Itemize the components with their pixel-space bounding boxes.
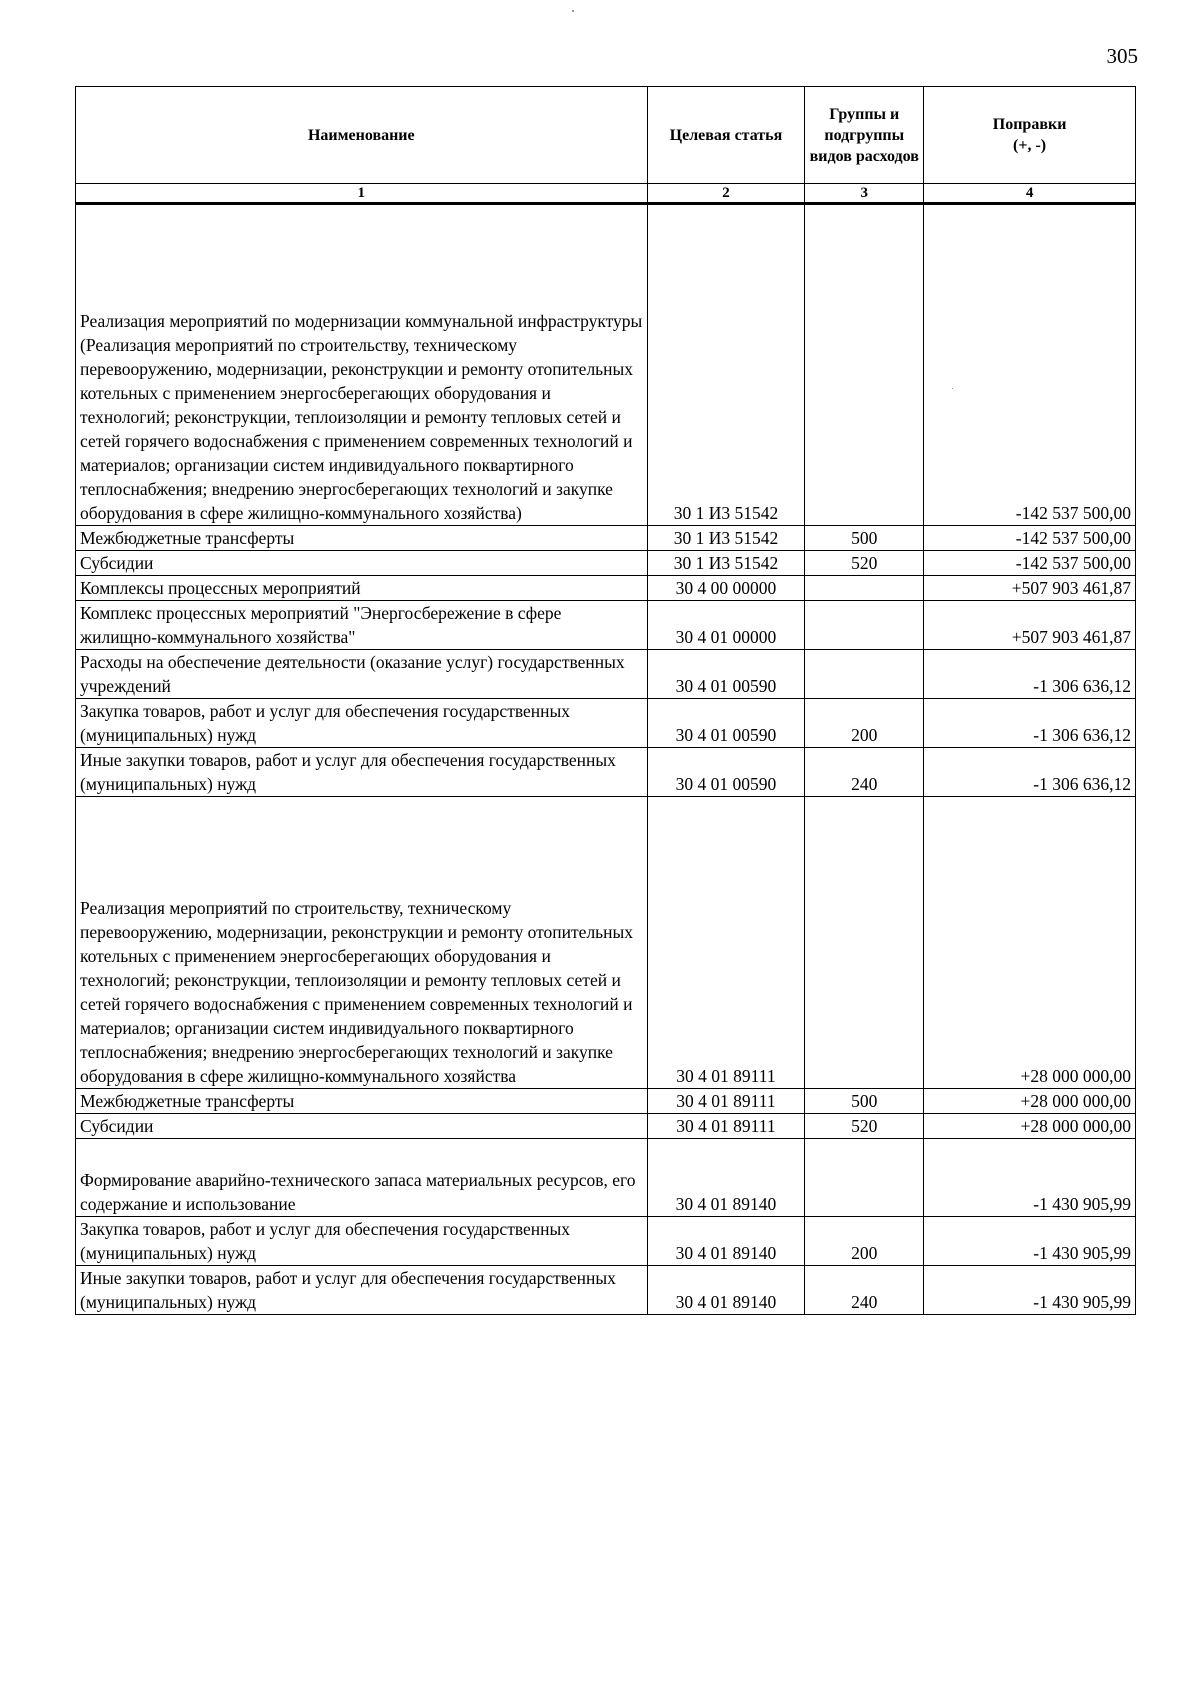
table-row [76, 1139, 1136, 1217]
scan-speck [572, 10, 574, 12]
table-row [76, 1217, 1136, 1266]
row-group: 520 [805, 551, 924, 576]
row-name: Расходы на обеспечение деятельности (оказание услуг) государственных учреждений [76, 650, 648, 699]
row-name: Межбюджетные трансферты [76, 526, 648, 551]
row-amount: +507 903 461,87 [924, 601, 1136, 650]
row-group: 520 [805, 1114, 924, 1139]
row-amount: +28 000 000,00 [924, 1089, 1136, 1114]
table-row [76, 601, 1136, 650]
row-amount: +507 903 461,87 [924, 576, 1136, 601]
row-target-code: 30 4 01 00590 [647, 650, 805, 699]
table-header-row [76, 87, 1136, 184]
row-amount: -1 430 905,99 [924, 1266, 1136, 1315]
header-target: Целевая статья [647, 87, 805, 184]
row-name: Субсидии [76, 551, 648, 576]
row-group: 240 [805, 748, 924, 797]
row-target-code: 30 4 01 00590 [647, 748, 805, 797]
row-target-code: 30 4 01 89111 [647, 1114, 805, 1139]
row-name: Формирование аварийно-технического запаса материальных ресурсов, его содержание и использование [76, 1139, 648, 1217]
page-number: 305 [1106, 44, 1138, 68]
row-amount: -1 306 636,12 [924, 650, 1136, 699]
column-number: 1 [76, 184, 648, 204]
row-group: 500 [805, 526, 924, 551]
table-row [76, 1089, 1136, 1114]
row-name: Реализация мероприятий по модернизации коммунальной инфраструктуры (Реализация мероприятий по строительству, техническому перевооружению, модернизации, реконструкции и ремонту отопительных котельных с применением энергосберегающих оборудования и технологий; реконструкции, теплоизоляции и ремонту тепловых сетей и сетей горячего водоснабжения с применением современных технологий и материалов; организации систем индивидуального поквартирного теплоснабжения; внедрению энергосберегающих технологий и закупке оборудования в сфере жилищно-коммунального хозяйства) [76, 204, 648, 526]
table-row [76, 650, 1136, 699]
table-row [76, 526, 1136, 551]
row-amount: +28 000 000,00 [924, 1114, 1136, 1139]
row-group [805, 576, 924, 601]
table-row [76, 699, 1136, 748]
row-name: Иные закупки товаров, работ и услуг для обеспечения государственных (муниципальных) нужд [76, 1266, 648, 1315]
row-amount: -1 430 905,99 [924, 1217, 1136, 1266]
row-target-code: 30 4 00 00000 [647, 576, 805, 601]
row-target-code: 30 1 И3 51542 [647, 551, 805, 576]
budget-amendments-table [75, 86, 1136, 1315]
table-row [76, 748, 1136, 797]
row-amount: -142 537 500,00 [924, 551, 1136, 576]
table-row [76, 797, 1136, 1089]
column-number: 2 [647, 184, 805, 204]
row-group [805, 204, 924, 526]
row-name: Закупка товаров, работ и услуг для обеспечения государственных (муниципальных) нужд [76, 1217, 648, 1266]
table-row [76, 576, 1136, 601]
row-group [805, 601, 924, 650]
row-target-code: 30 4 01 89111 [647, 1089, 805, 1114]
row-name: Субсидии [76, 1114, 648, 1139]
row-group: 200 [805, 699, 924, 748]
header-groups: Группы и подгруппы видов расходов [805, 87, 924, 184]
column-number-row [76, 184, 1136, 204]
row-group: 500 [805, 1089, 924, 1114]
table-row [76, 1114, 1136, 1139]
row-name: Иные закупки товаров, работ и услуг для обеспечения государственных (муниципальных) нужд [76, 748, 648, 797]
header-name: Наименование [76, 87, 648, 184]
row-group [805, 1139, 924, 1217]
row-amount: +28 000 000,00 [924, 797, 1136, 1089]
row-target-code: 30 4 01 00000 [647, 601, 805, 650]
row-target-code: 30 1 И3 51542 [647, 204, 805, 526]
row-name: Комплексы процессных мероприятий [76, 576, 648, 601]
row-group: 200 [805, 1217, 924, 1266]
row-group [805, 650, 924, 699]
row-amount: -142 537 500,00 [924, 526, 1136, 551]
row-target-code: 30 4 01 89111 [647, 797, 805, 1089]
row-name: Межбюджетные трансферты [76, 1089, 648, 1114]
column-number: 3 [805, 184, 924, 204]
row-amount: -1 306 636,12 [924, 748, 1136, 797]
row-amount: -1 306 636,12 [924, 699, 1136, 748]
column-number: 4 [924, 184, 1136, 204]
row-amount: -142 537 500,00 [924, 204, 1136, 526]
row-target-code: 30 4 01 89140 [647, 1266, 805, 1315]
row-amount: -1 430 905,99 [924, 1139, 1136, 1217]
row-target-code: 30 1 И3 51542 [647, 526, 805, 551]
row-group: 240 [805, 1266, 924, 1315]
row-target-code: 30 4 01 00590 [647, 699, 805, 748]
table-row [76, 204, 1136, 526]
row-target-code: 30 4 01 89140 [647, 1139, 805, 1217]
row-name: Реализация мероприятий по строительству, техническому перевооружению, модернизации, реконструкции и ремонту отопительных котельных с применением энергосберегающих оборудования и технологий; реконструкции, теплоизоляции и ремонту тепловых сетей и сетей горячего водоснабжения с применением современных технологий и материалов; организации систем индивидуального поквартирного теплоснабжения; внедрению энергосберегающих технологий и закупке оборудования в сфере жилищно-коммунального хозяйства [76, 797, 648, 1089]
table-row [76, 551, 1136, 576]
row-name: Комплекс процессных мероприятий "Энергосбережение в сфере жилищно-коммунального хозяйства" [76, 601, 648, 650]
row-name: Закупка товаров, работ и услуг для обеспечения государственных (муниципальных) нужд [76, 699, 648, 748]
row-group [805, 797, 924, 1089]
table-row [76, 1266, 1136, 1315]
header-amount: Поправки (+, -) [924, 87, 1136, 184]
row-target-code: 30 4 01 89140 [647, 1217, 805, 1266]
